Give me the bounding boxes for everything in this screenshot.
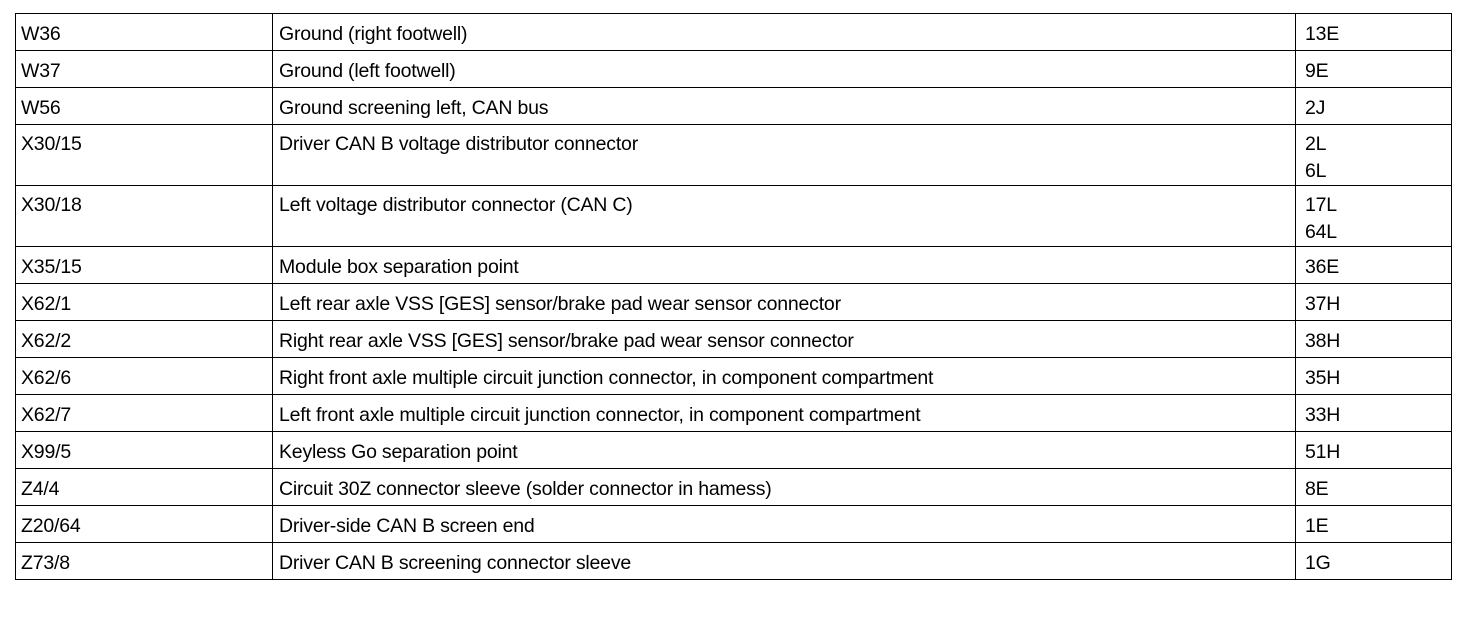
component-code-cell: X30/18	[16, 186, 273, 247]
grid-reference: 33H	[1305, 404, 1341, 426]
grid-reference: 36E	[1305, 256, 1340, 278]
grid-reference: 38H	[1305, 330, 1341, 352]
component-description-cell: Left rear axle VSS [GES] sensor/brake pad wear sensor connector	[273, 284, 1296, 321]
table-row	[16, 358, 1452, 395]
grid-reference: 1G	[1305, 552, 1331, 574]
grid-reference: 64L	[1305, 221, 1337, 243]
component-code-cell: Z73/8	[16, 543, 273, 580]
grid-reference-cell	[1296, 125, 1452, 186]
component-code-cell: X62/2	[16, 321, 273, 358]
component-legend-table	[15, 13, 1452, 580]
component-description-cell: Right front axle multiple circuit junction connector, in component compartment	[273, 358, 1296, 395]
grid-reference: 9E	[1305, 60, 1329, 82]
grid-reference: 13E	[1305, 23, 1340, 45]
component-description-cell: Left front axle multiple circuit junction connector, in component compartment	[273, 395, 1296, 432]
component-code-cell: Z4/4	[16, 469, 273, 506]
table-row	[16, 284, 1452, 321]
component-code-cell: X30/15	[16, 125, 273, 186]
component-description-cell: Ground (right footwell)	[273, 14, 1296, 51]
grid-reference-cell	[1296, 469, 1452, 506]
component-description-cell: Ground (left footwell)	[273, 51, 1296, 88]
grid-reference-cell	[1296, 247, 1452, 284]
grid-reference: 2J	[1305, 97, 1326, 119]
grid-reference-cell	[1296, 14, 1452, 51]
component-code-cell: X35/15	[16, 247, 273, 284]
component-code-cell: W56	[16, 88, 273, 125]
grid-reference: 8E	[1305, 478, 1329, 500]
legend-table-body	[16, 14, 1452, 580]
table-row	[16, 432, 1452, 469]
component-code-cell: X99/5	[16, 432, 273, 469]
table-row	[16, 125, 1452, 186]
table-row	[16, 506, 1452, 543]
grid-reference-cell	[1296, 321, 1452, 358]
grid-reference: 51H	[1305, 441, 1341, 463]
table-row	[16, 14, 1452, 51]
grid-reference-cell	[1296, 395, 1452, 432]
grid-reference-cell	[1296, 432, 1452, 469]
component-description-cell: Driver-side CAN B screen end	[273, 506, 1296, 543]
grid-reference-cell	[1296, 358, 1452, 395]
grid-reference-cell	[1296, 51, 1452, 88]
component-description-cell: Circuit 30Z connector sleeve (solder connector in hamess)	[273, 469, 1296, 506]
grid-reference-cell	[1296, 88, 1452, 125]
component-description-cell: Ground screening left, CAN bus	[273, 88, 1296, 125]
component-description-cell: Module box separation point	[273, 247, 1296, 284]
table-row	[16, 88, 1452, 125]
grid-reference-cell	[1296, 186, 1452, 247]
component-description-cell: Keyless Go separation point	[273, 432, 1296, 469]
grid-reference: 35H	[1305, 367, 1341, 389]
grid-reference-cell	[1296, 543, 1452, 580]
table-row	[16, 321, 1452, 358]
grid-reference: 37H	[1305, 293, 1341, 315]
table-row	[16, 51, 1452, 88]
table-row	[16, 186, 1452, 247]
grid-reference: 2L	[1305, 133, 1327, 155]
component-description-cell: Driver CAN B screening connector sleeve	[273, 543, 1296, 580]
component-code-cell: W37	[16, 51, 273, 88]
table-row	[16, 247, 1452, 284]
component-description-cell: Left voltage distributor connector (CAN C)	[273, 186, 1296, 247]
grid-reference: 1E	[1305, 515, 1329, 537]
grid-reference: 17L	[1305, 194, 1337, 216]
component-code-cell: X62/6	[16, 358, 273, 395]
component-description-cell: Driver CAN B voltage distributor connector	[273, 125, 1296, 186]
table-row	[16, 543, 1452, 580]
table-row	[16, 395, 1452, 432]
component-code-cell: X62/7	[16, 395, 273, 432]
component-code-cell: X62/1	[16, 284, 273, 321]
component-code-cell: Z20/64	[16, 506, 273, 543]
component-description-cell: Right rear axle VSS [GES] sensor/brake pad wear sensor connector	[273, 321, 1296, 358]
grid-reference-cell	[1296, 284, 1452, 321]
grid-reference-cell	[1296, 506, 1452, 543]
component-code-cell: W36	[16, 14, 273, 51]
grid-reference: 6L	[1305, 160, 1327, 182]
table-row	[16, 469, 1452, 506]
